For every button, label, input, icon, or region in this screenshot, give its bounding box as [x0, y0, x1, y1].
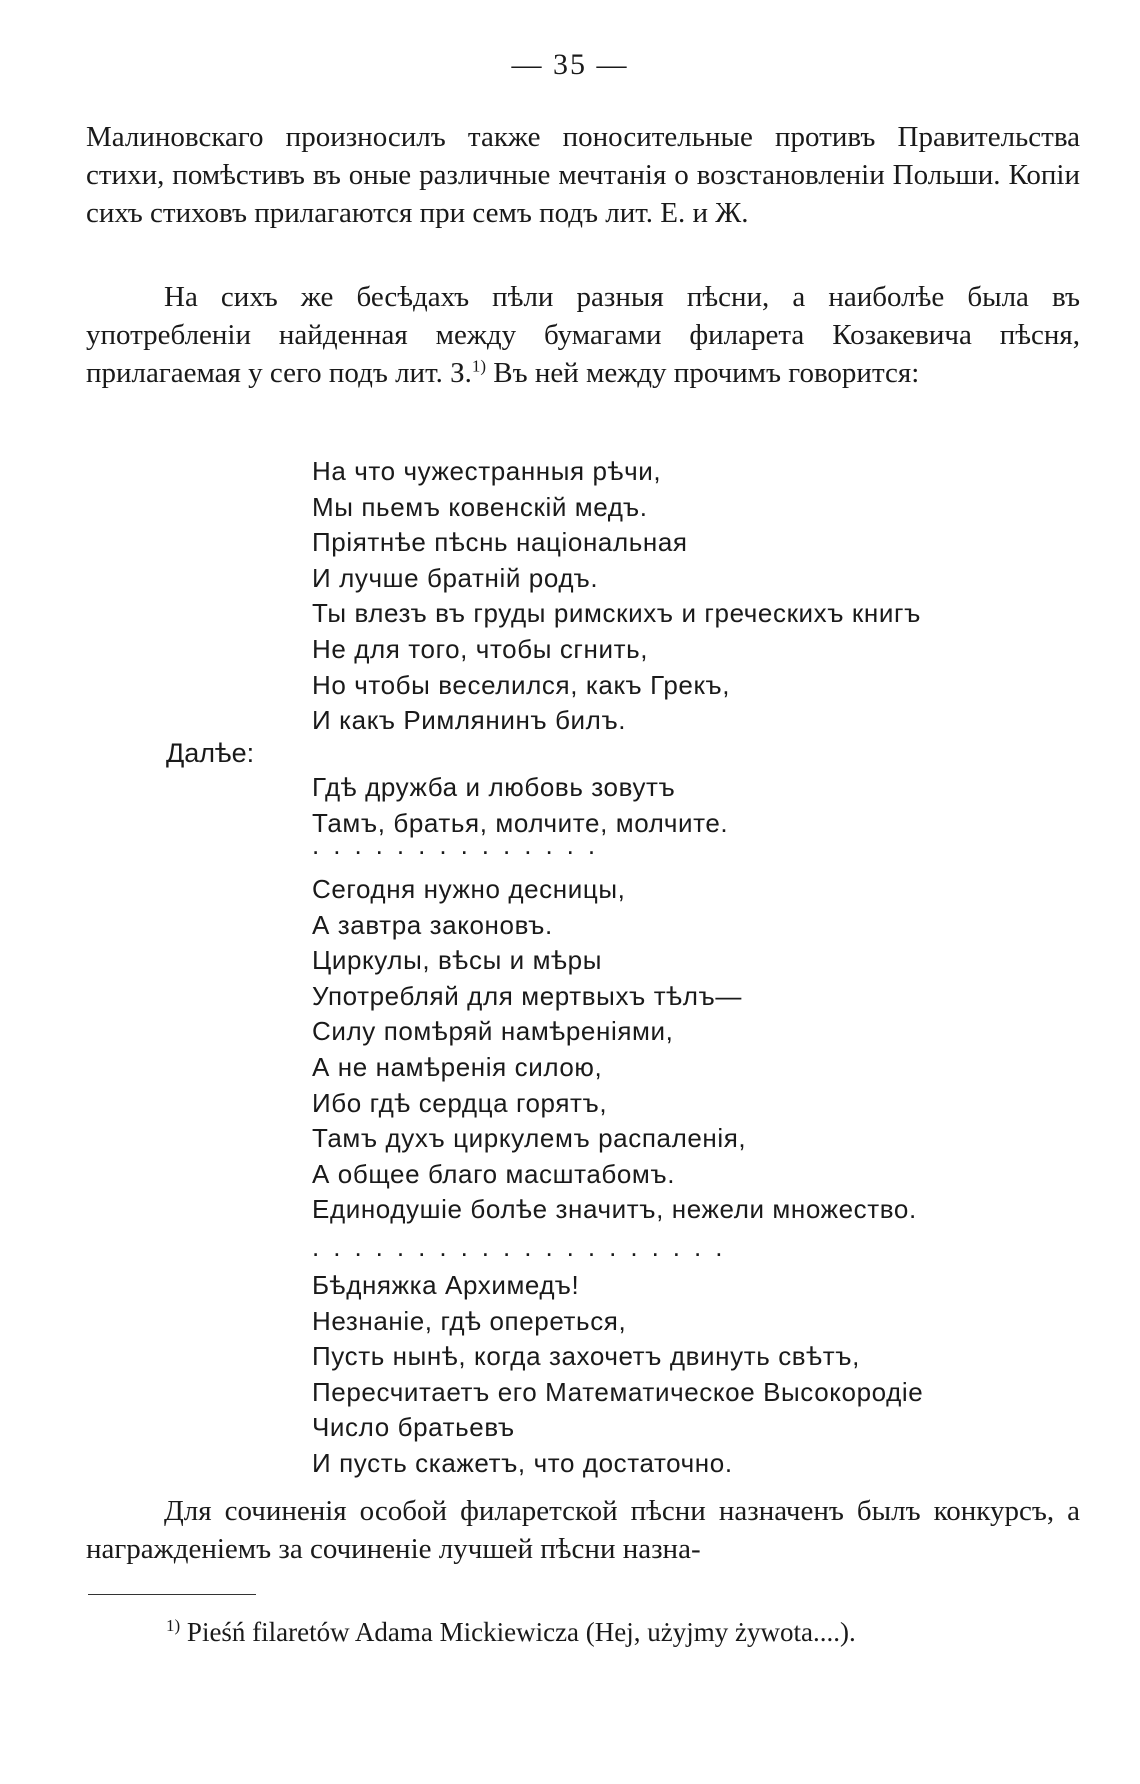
verse-line: А не намѣренія силою, [312, 1051, 603, 1082]
paragraph-songs-tail: Въ ней между прочимъ говорится: [486, 357, 920, 389]
paragraph-songs-text: На сихъ же бесѣдахъ пѣли разныя пѣсни, а наиболѣе была въ употребленіи найденная между бумагами филарета Козакевича пѣсня, прилагаемая у сего подъ лит. З. [86, 281, 1080, 389]
verse-line: Не для того, чтобы сгнить, [312, 633, 649, 664]
verse-line: Употребляй для мертвыхъ тѣлъ— [312, 980, 742, 1011]
page-number: — 35 — [511, 48, 629, 81]
verse-line: Пересчитаетъ его Математическое Высокородіе [312, 1376, 924, 1407]
footnote-mark: 1) [166, 1616, 181, 1635]
verse-line: Мы пьемъ ковенскій медъ. [312, 491, 648, 522]
verse-stanza-4 [312, 1268, 1082, 1482]
paragraph-contest: Для сочиненія особой филаретской пѣсни назначенъ былъ конкурсъ, а награжденіемъ за сочиненіе лучшей пѣсни назна- [86, 1495, 1080, 1565]
verse-line: Гдѣ дружба и любовь зовутъ [312, 772, 676, 802]
paragraph-songs [86, 278, 1080, 392]
verse-line: Пусть нынѣ, когда захочетъ двинуть свѣтъ, [312, 1341, 860, 1372]
verse-line: Циркулы, вѣсы и мѣры [312, 945, 602, 976]
verse-label-dalee: Далѣе: [166, 738, 255, 768]
verse-line: Тамъ, братья, молчите, молчите. [312, 807, 729, 838]
verse-line: Ибо гдѣ сердца горятъ, [312, 1087, 608, 1118]
footnote-divider [88, 1594, 256, 1595]
verse-line: И пусть скажетъ, что достаточно. [312, 1447, 733, 1478]
verse-line: И какъ Римлянинъ билъ. [312, 705, 627, 736]
verse-line: Число братьевъ [312, 1412, 515, 1443]
verse-line: Тамъ духъ циркулемъ распаленія, [312, 1123, 747, 1154]
verse-line: Но чтобы веселился, какъ Грекъ, [312, 669, 731, 700]
verse-line: А завтра законовъ. [312, 909, 553, 940]
footnote-text: Pieśń filaretów Adama Mickiewicza (Hej, użyjmy żywota....). [180, 1617, 856, 1647]
verse-stanza-1 [312, 454, 1082, 739]
verse-line: Силу помѣряй намѣреніями, [312, 1016, 674, 1047]
verse-line: На что чужестранныя рѣчи, [312, 456, 662, 486]
verse-line: Незнаніе, гдѣ опереться, [312, 1305, 627, 1336]
verse-line: И лучше братній родъ. [312, 562, 599, 593]
verse-line: Сегодня нужно десницы, [312, 874, 626, 904]
ellipsis-row: .................... [312, 1232, 737, 1262]
footnote [166, 1614, 1080, 1650]
verse-line: Единодушіе болѣе значитъ, нежели множество. [312, 1194, 917, 1225]
verse-stanza-3 [312, 872, 1082, 1228]
verse-line: Бѣдняжка Архимедъ! [312, 1270, 580, 1300]
verse-line: Пріятнѣе пѣснь національная [312, 527, 688, 558]
paragraph-continuation: Малиновскаго произносилъ также поносительные противъ Правительства стихи, помѣстивъ въ оные различные мечтанія о возстановленіи Польши. Копіи сихъ стиховъ прилагаются при семъ подъ лит. Е. и Ж. [86, 121, 1080, 229]
footnote-ref: 1) [471, 356, 487, 376]
verse-line: А общее благо масштабомъ. [312, 1158, 676, 1189]
ellipsis-row: .............. [312, 830, 610, 860]
verse-line: Ты влезъ въ груды римскихъ и греческихъ книгъ [312, 598, 921, 629]
